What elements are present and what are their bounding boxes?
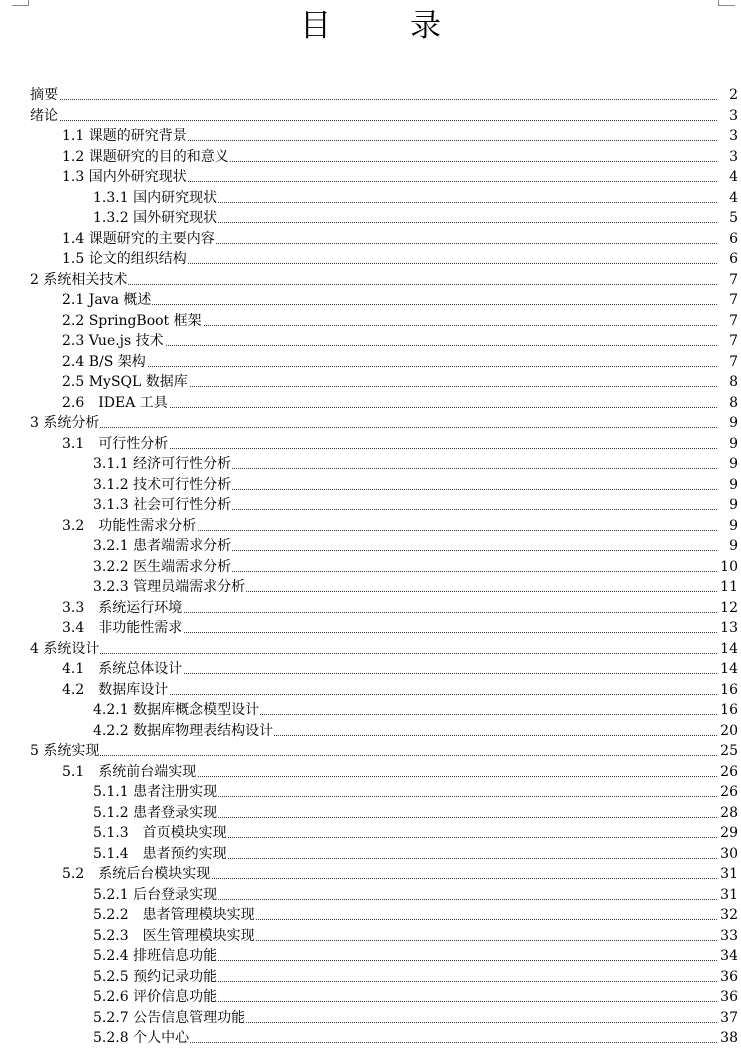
toc-entry-page-number: 13 (718, 618, 738, 638)
toc-entry-label: 3.4 非功能性需求 (62, 620, 183, 636)
toc-entry-label: 1.3.1 国内研究现状 (93, 189, 218, 206)
toc-entry[interactable] (0, 536, 741, 557)
toc-entry[interactable] (0, 618, 741, 639)
toc-entry-label: 3.1.1 经济可行性分析 (93, 456, 232, 472)
toc-entry[interactable] (0, 639, 741, 660)
toc-entry-label: 5.1.1 患者注册实现 (93, 784, 218, 800)
toc-entry-page-number: 20 (718, 721, 738, 741)
toc-entry-page-number: 34 (718, 946, 738, 966)
toc-entry-label: 3.2 功能性需求分析 (62, 517, 197, 534)
toc-entry-page-number: 8 (718, 372, 738, 392)
toc-entry-page-number: 3 (718, 106, 738, 126)
toc-entry[interactable] (0, 372, 741, 393)
toc-entry-page-number: 6 (718, 249, 738, 269)
toc-entry-label: 3.2.1 患者端需求分析 (93, 538, 232, 554)
toc-entry-page-number: 3 (718, 147, 738, 167)
toc-entry-page-number: 31 (718, 885, 738, 905)
toc-entry-page-number: 3 (718, 126, 738, 146)
toc-entry-label: 2 系统相关技术 (30, 271, 128, 288)
toc-entry[interactable] (0, 557, 741, 578)
toc-entry[interactable] (0, 659, 741, 680)
toc-entry-page-number: 26 (718, 762, 738, 782)
toc-entry[interactable] (0, 352, 741, 373)
toc-entry-label: 2.4 B/S 架构 (62, 353, 146, 370)
toc-entry-page-number: 9 (718, 475, 738, 495)
toc-entry-page-number: 9 (718, 454, 738, 474)
toc-entry[interactable] (0, 926, 741, 947)
toc-entry[interactable] (0, 413, 741, 434)
toc-entry-label: 3.2.2 医生端需求分析 (93, 558, 232, 575)
toc-entry-label: 3.3 系统运行环境 (62, 599, 183, 616)
toc-entry-label: 5.1 系统前台端实现 (62, 763, 197, 780)
toc-entry-label: 2.6 IDEA 工具 (62, 394, 168, 411)
toc-entry[interactable] (0, 700, 741, 721)
toc-entry-page-number: 5 (718, 208, 738, 228)
dot-leader (62, 304, 729, 305)
toc-entry-page-number: 32 (718, 905, 738, 925)
toc-entry-page-number: 36 (718, 987, 738, 1007)
toc-entry[interactable] (0, 393, 741, 414)
toc-entry[interactable] (0, 905, 741, 926)
toc-entry-label: 5.2.6 评价信息功能 (93, 989, 218, 1005)
toc-entry-label: 5.2.1 后台登录实现 (93, 886, 218, 903)
toc-entry-label: 4.2.1 数据库概念模型设计 (93, 702, 260, 718)
toc-entry-label: 1.3.2 国外研究现状 (93, 210, 218, 226)
toc-entry-page-number: 7 (718, 352, 738, 372)
toc-entry[interactable] (0, 290, 741, 311)
toc-entry-page-number: 16 (718, 700, 738, 720)
toc-entry-label: 5.2.8 个人中心 (93, 1030, 190, 1046)
toc-entry-label: 5.1.3 首页模块实现 (93, 825, 227, 841)
dot-leader (30, 120, 729, 121)
toc-entry-page-number: 16 (718, 680, 738, 700)
dot-leader (30, 99, 729, 100)
toc-entry[interactable] (0, 721, 741, 742)
toc-entry-label: 5.2.3 医生管理模块实现 (93, 927, 255, 944)
toc-entry[interactable] (0, 249, 741, 270)
toc-entry-page-number: 31 (718, 864, 738, 884)
toc-entry-label: 2.3 Vue.js 技术 (62, 333, 164, 349)
toc-entry-page-number: 7 (718, 270, 738, 290)
toc-entry-label: 2.5 MySQL 数据库 (62, 374, 188, 390)
toc-entry[interactable] (0, 270, 741, 291)
toc-entry-label: 5.1.2 患者登录实现 (93, 804, 218, 821)
toc-entry-label: 4.2.2 数据库物理表结构设计 (93, 722, 274, 739)
dot-leader (30, 653, 729, 654)
toc-entry-page-number: 28 (718, 803, 738, 823)
toc-entry-label: 5 系统实现 (30, 743, 100, 759)
toc-entry[interactable] (0, 598, 741, 619)
toc-entry-page-number: 33 (718, 926, 738, 946)
toc-entry-label: 绪论 (30, 107, 58, 124)
toc-entry-label: 3.1 可行性分析 (62, 435, 169, 452)
toc-entry-page-number: 9 (718, 516, 738, 536)
toc-entry-label: 1.1 课题的研究背景 (62, 128, 187, 144)
dot-leader (30, 284, 729, 285)
toc-entry-label: 5.2.2 患者管理模块实现 (93, 907, 255, 923)
toc-entry[interactable] (0, 803, 741, 824)
toc-entry-label: 3.2.3 管理员端需求分析 (93, 579, 246, 595)
toc-entry[interactable] (0, 1028, 741, 1049)
toc-entry-page-number: 38 (718, 1028, 738, 1048)
dot-leader (62, 366, 729, 367)
toc-entry-label: 4.1 系统总体设计 (62, 661, 183, 677)
table-of-contents (0, 85, 741, 1049)
toc-entry[interactable] (0, 680, 741, 701)
toc-entry[interactable] (0, 167, 741, 188)
toc-entry[interactable] (0, 454, 741, 475)
dot-leader (30, 427, 729, 428)
toc-entry-label: 1.3 国内外研究现状 (62, 169, 187, 185)
toc-entry[interactable] (0, 311, 741, 332)
toc-entry-label: 摘要 (30, 87, 58, 103)
toc-entry[interactable] (0, 864, 741, 885)
toc-entry-page-number: 8 (718, 393, 738, 413)
toc-entry[interactable] (0, 741, 741, 762)
toc-entry-page-number: 36 (718, 967, 738, 987)
toc-entry-label: 1.2 课题研究的目的和意义 (62, 148, 229, 165)
toc-title: 目 录 (300, 8, 465, 44)
toc-entry[interactable] (0, 495, 741, 516)
toc-entry-label: 3 系统分析 (30, 415, 100, 431)
toc-entry-label: 5.2.4 排班信息功能 (93, 948, 218, 964)
toc-entry-page-number: 12 (718, 598, 738, 618)
toc-entry-page-number: 7 (718, 311, 738, 331)
toc-entry-page-number: 30 (718, 844, 738, 864)
toc-entry[interactable] (0, 229, 741, 250)
toc-entry[interactable] (0, 147, 741, 168)
toc-entry-label: 2.2 SpringBoot 框架 (62, 312, 202, 329)
toc-entry-page-number: 9 (718, 495, 738, 515)
toc-entry-page-number: 25 (718, 741, 738, 761)
toc-entry-page-number: 26 (718, 782, 738, 802)
toc-entry-page-number: 4 (718, 188, 738, 208)
toc-entry-page-number: 14 (718, 659, 738, 679)
toc-entry-label: 1.5 论文的组织结构 (62, 251, 187, 267)
toc-entry[interactable] (0, 1008, 741, 1029)
toc-entry[interactable] (0, 106, 741, 127)
toc-entry[interactable] (0, 946, 741, 967)
toc-entry-page-number: 9 (718, 536, 738, 556)
toc-entry-page-number: 7 (718, 331, 738, 351)
toc-entry-label: 3.1.2 技术可行性分析 (93, 476, 232, 493)
toc-entry-label: 5.2.7 公告信息管理功能 (93, 1009, 246, 1026)
toc-entry-label: 3.1.3 社会可行性分析 (93, 497, 232, 513)
toc-entry-page-number: 2 (718, 85, 738, 105)
toc-entry-label: 5.2.5 预约记录功能 (93, 968, 218, 985)
toc-entry[interactable] (0, 475, 741, 496)
toc-entry-page-number: 14 (718, 639, 738, 659)
toc-entry[interactable] (0, 434, 741, 455)
toc-entry[interactable] (0, 208, 741, 229)
toc-entry-page-number: 9 (718, 413, 738, 433)
toc-entry[interactable] (0, 967, 741, 988)
toc-entry[interactable] (0, 823, 741, 844)
toc-entry-page-number: 29 (718, 823, 738, 843)
toc-entry[interactable] (0, 331, 741, 352)
toc-entry[interactable] (0, 516, 741, 537)
toc-entry[interactable] (0, 762, 741, 783)
toc-entry-label: 5.2 系统后台模块实现 (62, 866, 211, 882)
toc-entry-page-number: 10 (718, 557, 738, 577)
toc-entry[interactable] (0, 782, 741, 803)
toc-entry[interactable] (0, 126, 741, 147)
toc-entry[interactable] (0, 188, 741, 209)
toc-entry[interactable] (0, 85, 741, 106)
dot-leader (30, 755, 729, 756)
toc-entry-page-number: 9 (718, 434, 738, 454)
toc-entry-label: 2.1 Java 概述 (62, 292, 152, 308)
toc-entry[interactable] (0, 987, 741, 1008)
toc-entry-page-number: 6 (718, 229, 738, 249)
toc-entry-label: 4.2 数据库设计 (62, 681, 169, 698)
toc-entry[interactable] (0, 577, 741, 598)
toc-entry-page-number: 4 (718, 167, 738, 187)
toc-entry[interactable] (0, 885, 741, 906)
toc-entry[interactable] (0, 844, 741, 865)
toc-entry-page-number: 11 (718, 577, 738, 597)
toc-entry-label: 1.4 课题研究的主要内容 (62, 230, 215, 247)
toc-entry-label: 5.1.4 患者预约实现 (93, 845, 227, 862)
toc-entry-page-number: 7 (718, 290, 738, 310)
toc-entry-page-number: 37 (718, 1008, 738, 1028)
toc-entry-label: 4 系统设计 (30, 640, 100, 657)
